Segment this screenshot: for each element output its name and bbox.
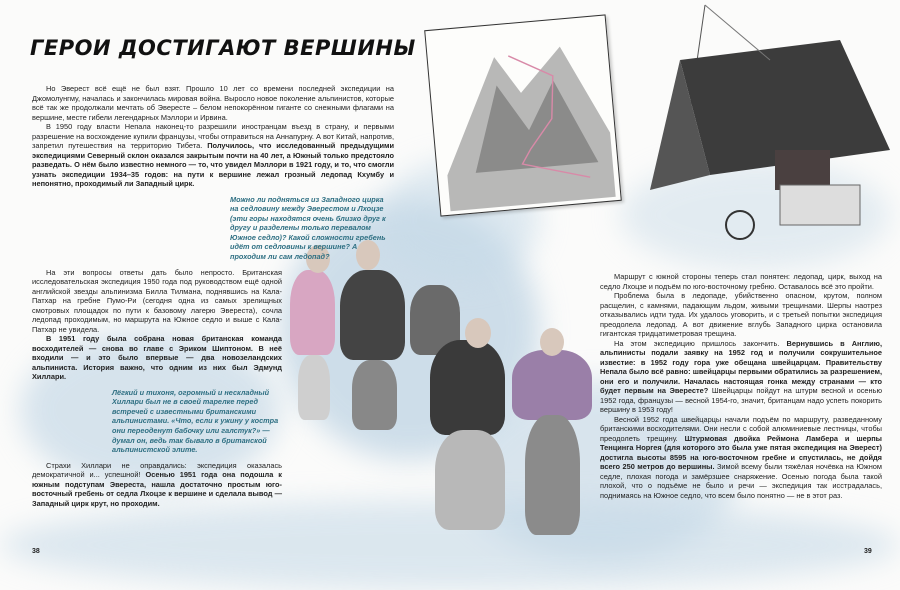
mountain-sketch xyxy=(425,16,620,216)
left-text-flow xyxy=(32,84,394,508)
paragraph: Весной 1952 года швейцарцы начали подъём по маршруту, разведанному британскими восходителями. Они несли с собой алюминиевые лестницы, чтобы преодолеть трещину. Штурмовая двойка Реймона Ламбера и шерпы Тенцинга Норгея (для которого это была уже пятая экспедиция на Эверест) достигла высоты 8595 на юго-восточном гребне и спустилась, не дойдя всего 250 метров до вершины. Зимой всему были тяжёлая ночёвка на Южном седле, плохая погода и замёрзшее снаряжение. Осенью погода была такой плохой, что о подъёме не было и речи — экспедиция так исстрадалась, поднимаясь на Южное седло, что всем было понятно — не в этот раз. xyxy=(600,414,882,500)
page-number-right: 39 xyxy=(864,548,872,555)
hillary-quote: Лёгкий и тихоня, огромный и нескладный Хиллари был не в своей тарелке перед встречей с известными британскими альпинистами. «Что, если к ужину у костра они переоденут бабочку или галстук?» — думал он, ведь так бывало в британской альпинистской элите. xyxy=(112,387,279,455)
paragraph: В 1951 году была собрана новая британская команда восходителей — снова во главе с Эриком Шиптоном. В неё входили — и это было впервые — два новозеландских альпиниста. История важно, что одним из них был Эдмунд Хиллари. xyxy=(32,334,282,382)
paragraph: Проблема была в ледопаде, убийственно опасном, крутом, полном расщелин, с камнями, падающим льдом, живыми трещинами. Шерпы наотрез отказывались идти туда. Их удалось уговорить, и с третьей попытки экспедиция преодолела ледопад. А вот движение вглубь Западного цирка остановила гигантская тридцатиметровая трещина. xyxy=(600,291,882,338)
route-map-illustration xyxy=(424,14,622,216)
paragraph: Но Эверест всё ещё не был взят. Прошло 10 лет со времени последней экспедиции на Джомолунгму, началась и закончилась мировая война. Выросло новое поколение альпинистов, которые всё так же продолжали мечтать об Эвересте – белом непокорённом гиганте со снежными флагами на вершине, месте гибели легендарных Мэллори и Ирвина. xyxy=(32,84,394,122)
left-lower-text xyxy=(32,268,282,509)
question-callout: Можно ли подняться из Западного цирка на седловину между Эверестом и Лхоцзе (эти горы находятся очень близко друг к другу и разделены только перевалом Южное седло)? Какой сложности гребень идёт от седловины к вершине? А проходим ли сам ледопад? xyxy=(230,194,386,262)
paragraph: Страхи Хиллари не оправдались: экспедиция оказалась демократичной и... успешной! Осенью 1951 года она подошла к южным подступам Эвереста, нашла достаточно простым юго-восточный гребень от седла Лхоцзе к вершине и сделала вывод — Западный цирк крут, но проходим. xyxy=(32,460,282,508)
paragraph: Маршрут с южной стороны теперь стал понятен: ледопад, цирк, выход на седло Лхоцзе и подъём по юго-восточному гребню. Оставалось всё это пройти. xyxy=(600,272,882,291)
page-title: ГЕРОИ ДОСТИГАЮТ ВЕРШИНЫ xyxy=(30,36,416,60)
paragraph: В 1950 году власти Непала наконец-то разрешили иностранцам въезд в страну, и первыми разрешение на восхождение купили французы, чтобы отправиться на Аннапурну. А вот Китай, напротив, запретил путешествия на территорию Тибета. Получилось, что исследованный предыдущими экспедициями Северный склон оказался закрытым почти на 40 лет, а Южный только предстояло разведать. О нём было известно немного — то, что увидел Мэллори в 1921 году, и то, что смогли узнать экспедиции 1934–35 годов: на пути к вершине лежал грозный ледопад Кхумбу и непонятно, проходимый ли Западный цирк. xyxy=(32,122,394,188)
tent-illustration xyxy=(610,0,900,250)
right-text xyxy=(600,272,882,500)
paragraph: На этом экспедицию пришлось закончить. Вернувшись в Англию, альпинисты подали заявку на 1952 год и получили сокрушительное известие: в 1952 году гора уже обещана швейцарцам. Правительству Непала было всё равно: швейцарцы первыми обратились за разрешением, они его и получили. Началась настоящая гонка между странами — кто будет первым на Эвересте? Швейцарцы пойдут на штурм весной и осенью 1952 года, французы — весной 1954-го, значит, британцам надо успеть покорить вершину в 1953 году! xyxy=(600,338,882,414)
page-number-left: 38 xyxy=(32,548,40,555)
paragraph: На эти вопросы ответы дать было непросто. Британская исследовательская экспедиция 1950 года под руководством ещё одной английской звезды альпинизма Билла Тилмана, поднявшись на Кала-Патхар на гребне Пумо-Ри (сегодня одна из самых зрелищных смотровых площадок по пути к базовому лагерю Эвереста), сочла ледопад проходимым, но маршрута на Южное седло и выше с Кала-Патхар не увидела. xyxy=(32,267,282,334)
